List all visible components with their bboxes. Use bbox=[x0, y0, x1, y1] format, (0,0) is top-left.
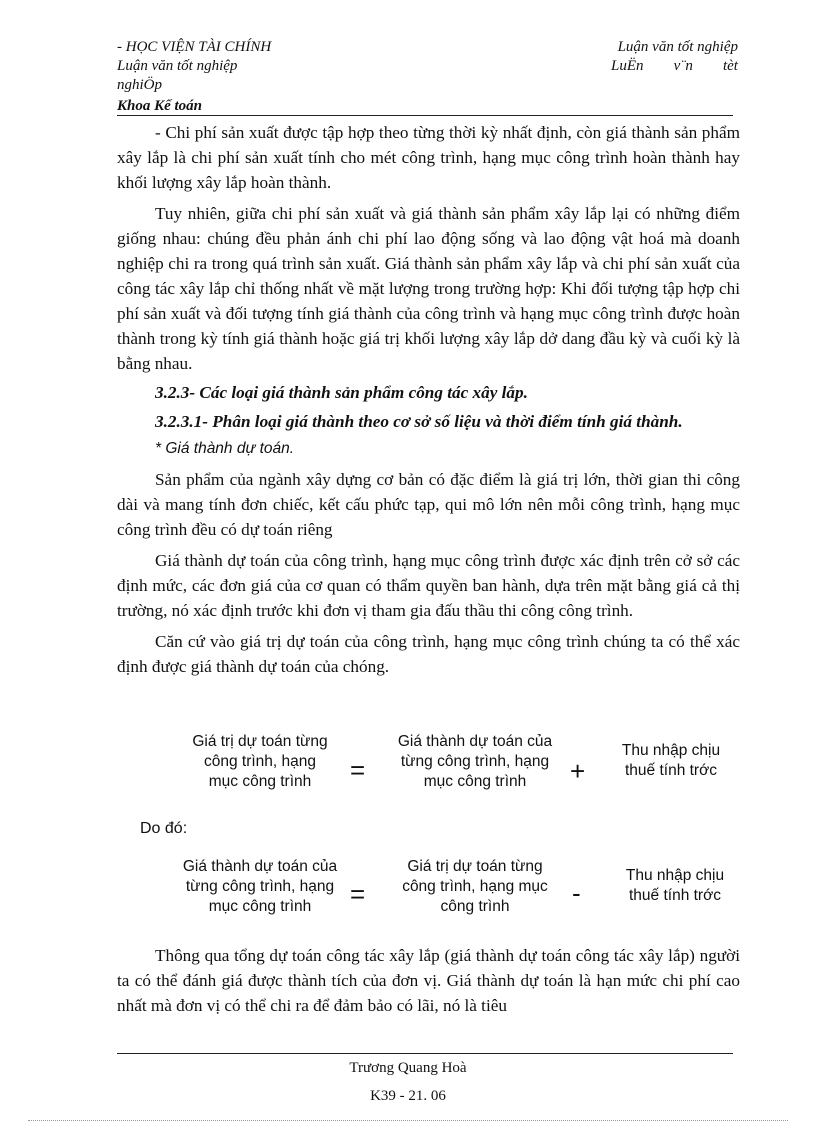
formula-line: thuế tính trớc bbox=[628, 887, 722, 904]
formula-line: mục công trình bbox=[208, 898, 312, 915]
header-divider bbox=[117, 115, 733, 116]
paragraph: Tuy nhiên, giữa chi phí sản xuất và giá thành sản phẩm xây lắp lại có những điểm giống nhau: chúng đều phản ánh chi phí lao động sống và lao động vật hoá mà doanh nghiệp chi ra trong quá trình sản xuất. Giá thành sản phẩm xây lắp và chi phí sản xuất của công tác xây lắp chỉ thống nhất về mặt lượng trong trường hợp: Khi đối tượng tập hợp chi phí sản xuất và đối tượng tính giá thành của công trình và hạng mục công trình được hoàn thành trong kỳ tính giá thành hoặc giá trị khối lượng xây lắp dở dang đầu kỳ và cuối kỳ là bằng nhau. bbox=[117, 204, 740, 373]
formula1-middle bbox=[380, 732, 570, 792]
equals-sign: = bbox=[350, 755, 366, 785]
header-thesis-label: Luận văn tốt nghiệp bbox=[117, 58, 238, 74]
equals-sign: = bbox=[350, 879, 366, 909]
header-thesis-title: Luận văn tốt nghiệp bbox=[617, 39, 738, 55]
header-right bbox=[611, 38, 738, 76]
list-item: * Giá thành dự toán. bbox=[155, 440, 295, 457]
formula-line: công trình bbox=[440, 898, 510, 915]
formula1-left bbox=[160, 732, 360, 792]
formula-line: thuế tính trớc bbox=[624, 762, 718, 779]
garbled-word: LuËn bbox=[611, 58, 644, 74]
formula2-left bbox=[162, 857, 358, 917]
paragraph: Giá thành dự toán của công trình, hạng mục công trình được xác định trên cở sở các định mức, các đơn giá của cơ quan có thẩm quyền ban hành, dựa trên mặt bằng giá cả thị trường, nó xác định trước khi đơn vị tham gia đấu thầu thi công công trình. bbox=[117, 551, 740, 620]
paragraph: Sản phẩm của ngành xây dựng cơ bản có đặc điểm là giá trị lớn, thời gian thi công dài và mang tính đơn chiếc, kết cấu phức tạp, qui mô lớn nên mỗi công trình, hạng mục công trình đều có dự toán riêng bbox=[117, 470, 740, 539]
page-bottom-border bbox=[28, 1120, 788, 1121]
paragraph: Thông qua tổng dự toán công tác xây lắp (giá thành dự toán công tác xây lắp) người ta có thể đánh giá được thành tích của đơn vị. Giá thành dự toán là hạn mức chi phí cao nhất mà đơn vị có thể chi ra để đảm bảo có lãi, nó là tiêu bbox=[117, 946, 740, 1015]
final-text bbox=[117, 943, 740, 1018]
header-left bbox=[117, 38, 271, 95]
subsection-heading: 3.2.3.1- Phân loại giá thành theo cơ sở số liệu và thời điểm tính giá thành. bbox=[155, 412, 683, 431]
main-text bbox=[117, 120, 740, 679]
paragraph: - Chi phí sản xuất được tập hợp theo từng thời kỳ nhất định, còn giá thành sản phẩm xây lắp là chi phí sản xuất tính cho mét công trình, hạng mục công trình hoàn thành hay khối lượng xây lắp hoàn thành. bbox=[117, 123, 740, 192]
formula-line: Giá thành dự toán của bbox=[397, 733, 553, 750]
formula1-right bbox=[600, 741, 742, 781]
formula-line: từng công trình, hạng bbox=[185, 878, 335, 895]
section-heading: 3.2.3- Các loại giá thành sản phẩm công tác xây lắp. bbox=[155, 383, 528, 402]
department-label: Khoa Kế toán bbox=[117, 98, 203, 114]
header-garbled-text: nghiÖp bbox=[117, 77, 162, 93]
formula2-right bbox=[608, 866, 742, 906]
formula-line: Thu nhập chịu bbox=[625, 867, 725, 884]
plus-sign: + bbox=[570, 756, 586, 786]
author-name: Trương Quang Hoà bbox=[349, 1060, 467, 1076]
garbled-word: v¨n bbox=[673, 58, 693, 74]
paragraph: Căn cứ vào giá trị dự toán của công trình, hạng mục công trình chúng ta có thể xác định được giá thành dự toán của chóng. bbox=[117, 632, 740, 676]
formula-line: công trình, hạng bbox=[203, 753, 317, 770]
formula-line: Giá trị dự toán từng bbox=[192, 733, 328, 750]
school-name: - HỌC VIỆN TÀI CHÍNH bbox=[117, 39, 272, 55]
formula-line: từng công trình, hạng bbox=[400, 753, 550, 770]
formula2-middle bbox=[380, 857, 570, 917]
formula-line: Thu nhập chịu bbox=[621, 742, 721, 759]
minus-sign: - bbox=[572, 878, 581, 908]
formula-line: công trình, hạng mục bbox=[402, 878, 548, 895]
garbled-word: tèt bbox=[722, 58, 738, 74]
formula-line: mục công trình bbox=[423, 773, 527, 790]
formula-line: Giá trị dự toán từng bbox=[407, 858, 543, 875]
footer-divider bbox=[117, 1053, 733, 1054]
class-code: K39 - 21. 06 bbox=[370, 1088, 446, 1104]
therefore-label: Do đó: bbox=[140, 820, 188, 837]
formula-line: mục công trình bbox=[208, 773, 312, 790]
header-garbled-line bbox=[611, 57, 738, 76]
formula-line: Giá thành dự toán của bbox=[182, 858, 338, 875]
